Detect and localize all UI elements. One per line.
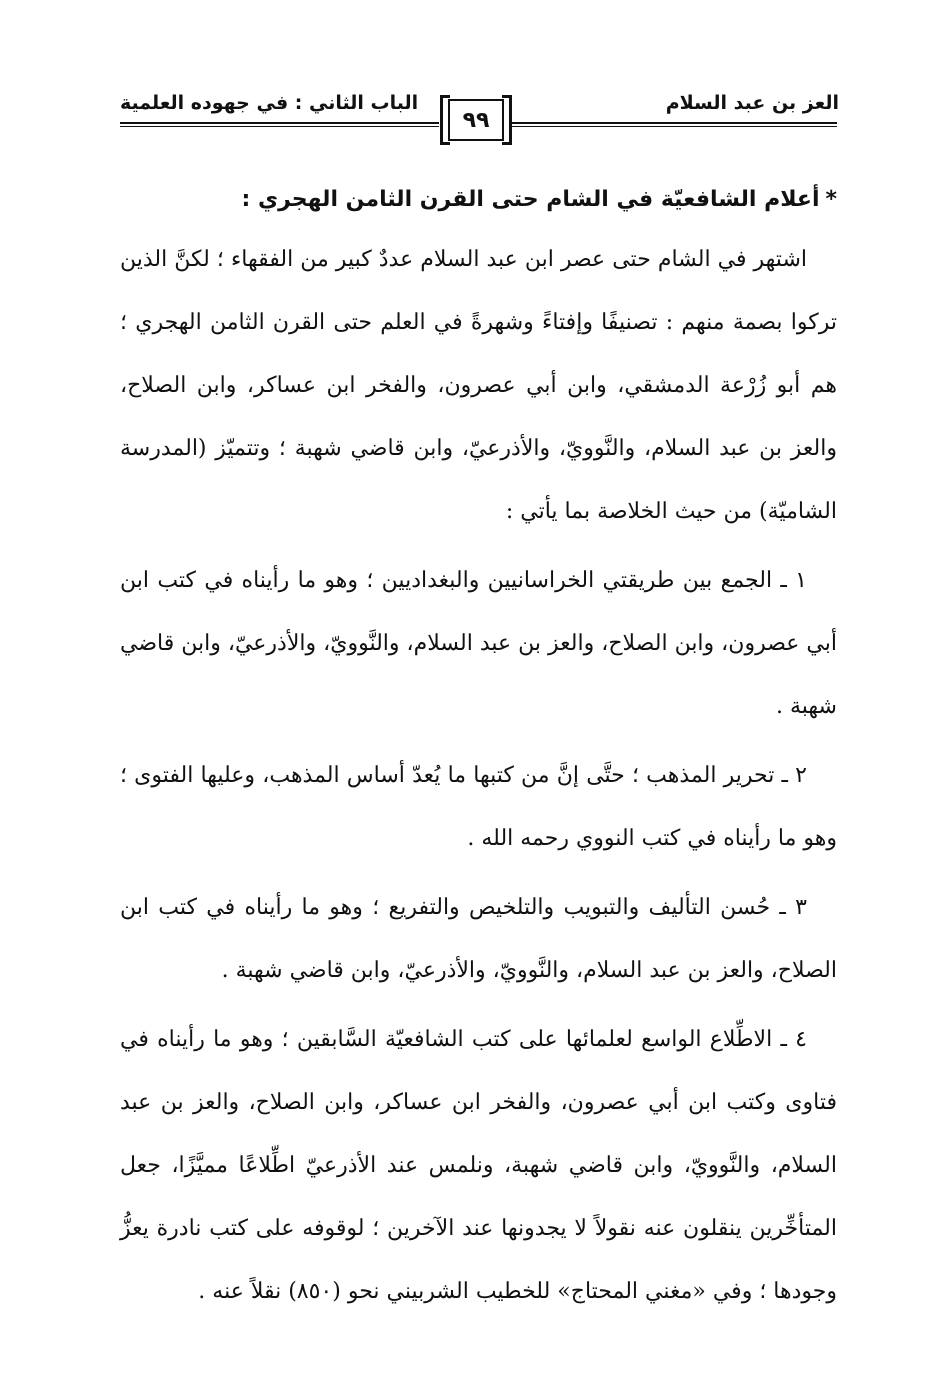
running-header-book-title: العز بن عبد السلام — [665, 92, 839, 114]
page-number-frame — [440, 95, 512, 145]
asterisk-marker-icon: * — [825, 187, 837, 212]
page-body — [120, 176, 837, 1329]
list-item-3: ٣ ـ حُسن التأليف والتبويب والتلخيص والتفريع ؛ وهو ما رأيناه في كتب ابن الصلاح، والعز بن عبد السلام، والنَّوويّ، والأذرعيّ، وابن قاضي شهبة . — [120, 895, 837, 983]
frame-corner — [440, 142, 450, 145]
frame-corner — [502, 142, 512, 145]
list-item-4: ٤ ـ الاطِّلاع الواسع لعلمائها على كتب الشافعيّة السَّابقين ؛ وهو ما رأيناه في فتاوى وكتب ابن أبي عصرون، والفخر ابن عساكر، وابن الصلاح، والعز بن عبد السلام، والنَّوويّ، وابن قاضي شهبة، ونلمس عند الأذرعيّ اطِّلاعًا مميَّزًا، جعل المتأخِّرين ينقلون عنه نقولاً لا يجدونها عند الآخرين ؛ لوقوفه على كتب نادرة يعزُّ وجودها ؛ وفي «مغني المحتاج» للخطيب الشربيني نحو (٨٥٠) نقلاً عنه . — [120, 1027, 837, 1304]
list-item-2: ٢ ـ تحرير المذهب ؛ حتَّى إنَّ من كتبها ما يُعدّ أساس المذهب، وعليها الفتوى ؛ وهو ما رأيناه في كتب النووي رحمه الله . — [120, 763, 837, 851]
intro-paragraph: اشتهر في الشام حتى عصر ابن عبد السلام عددٌ كبير من الفقهاء ؛ لكنَّ الذين تركوا بصمة منهم : تصنيفًا وإفتاءً وشهرةً في العلم حتى القرن الثامن الهجري ؛ هم أبو زُرْعة الدمشقي، وابن أبي عصرون، والفخر ابن عساكر، وابن الصلاح، والعز بن عبد السلام، والنَّوويّ، والأذرعيّ، وابن قاضي شهبة ؛ وتتميّز (المدرسة الشاميّة) من حيث الخلاصة بما يأتي : — [120, 247, 837, 524]
section-heading — [120, 176, 837, 224]
header-rule-left-thin — [120, 126, 439, 127]
section-heading-text: أعلام الشافعيّة في الشام حتى القرن الثامن الهجري : — [241, 187, 820, 212]
frame-corner — [502, 95, 512, 98]
frame-corner — [440, 95, 450, 98]
header-rule-right-thin — [510, 126, 837, 127]
list-item-1: ١ ـ الجمع بين طريقتي الخراسانيين والبغداديين ؛ وهو ما رأيناه في كتب ابن أبي عصرون، وابن الصلاح، والعز بن عبد السلام، والنَّوويّ، والأذرعيّ، وابن قاضي شهبة . — [120, 568, 837, 719]
page-number: ٩٩ — [448, 99, 504, 141]
header-rule-left — [120, 122, 439, 124]
running-header-chapter-title: الباب الثاني : في جهوده العلمية — [120, 92, 419, 114]
header-rule-right — [510, 122, 837, 124]
